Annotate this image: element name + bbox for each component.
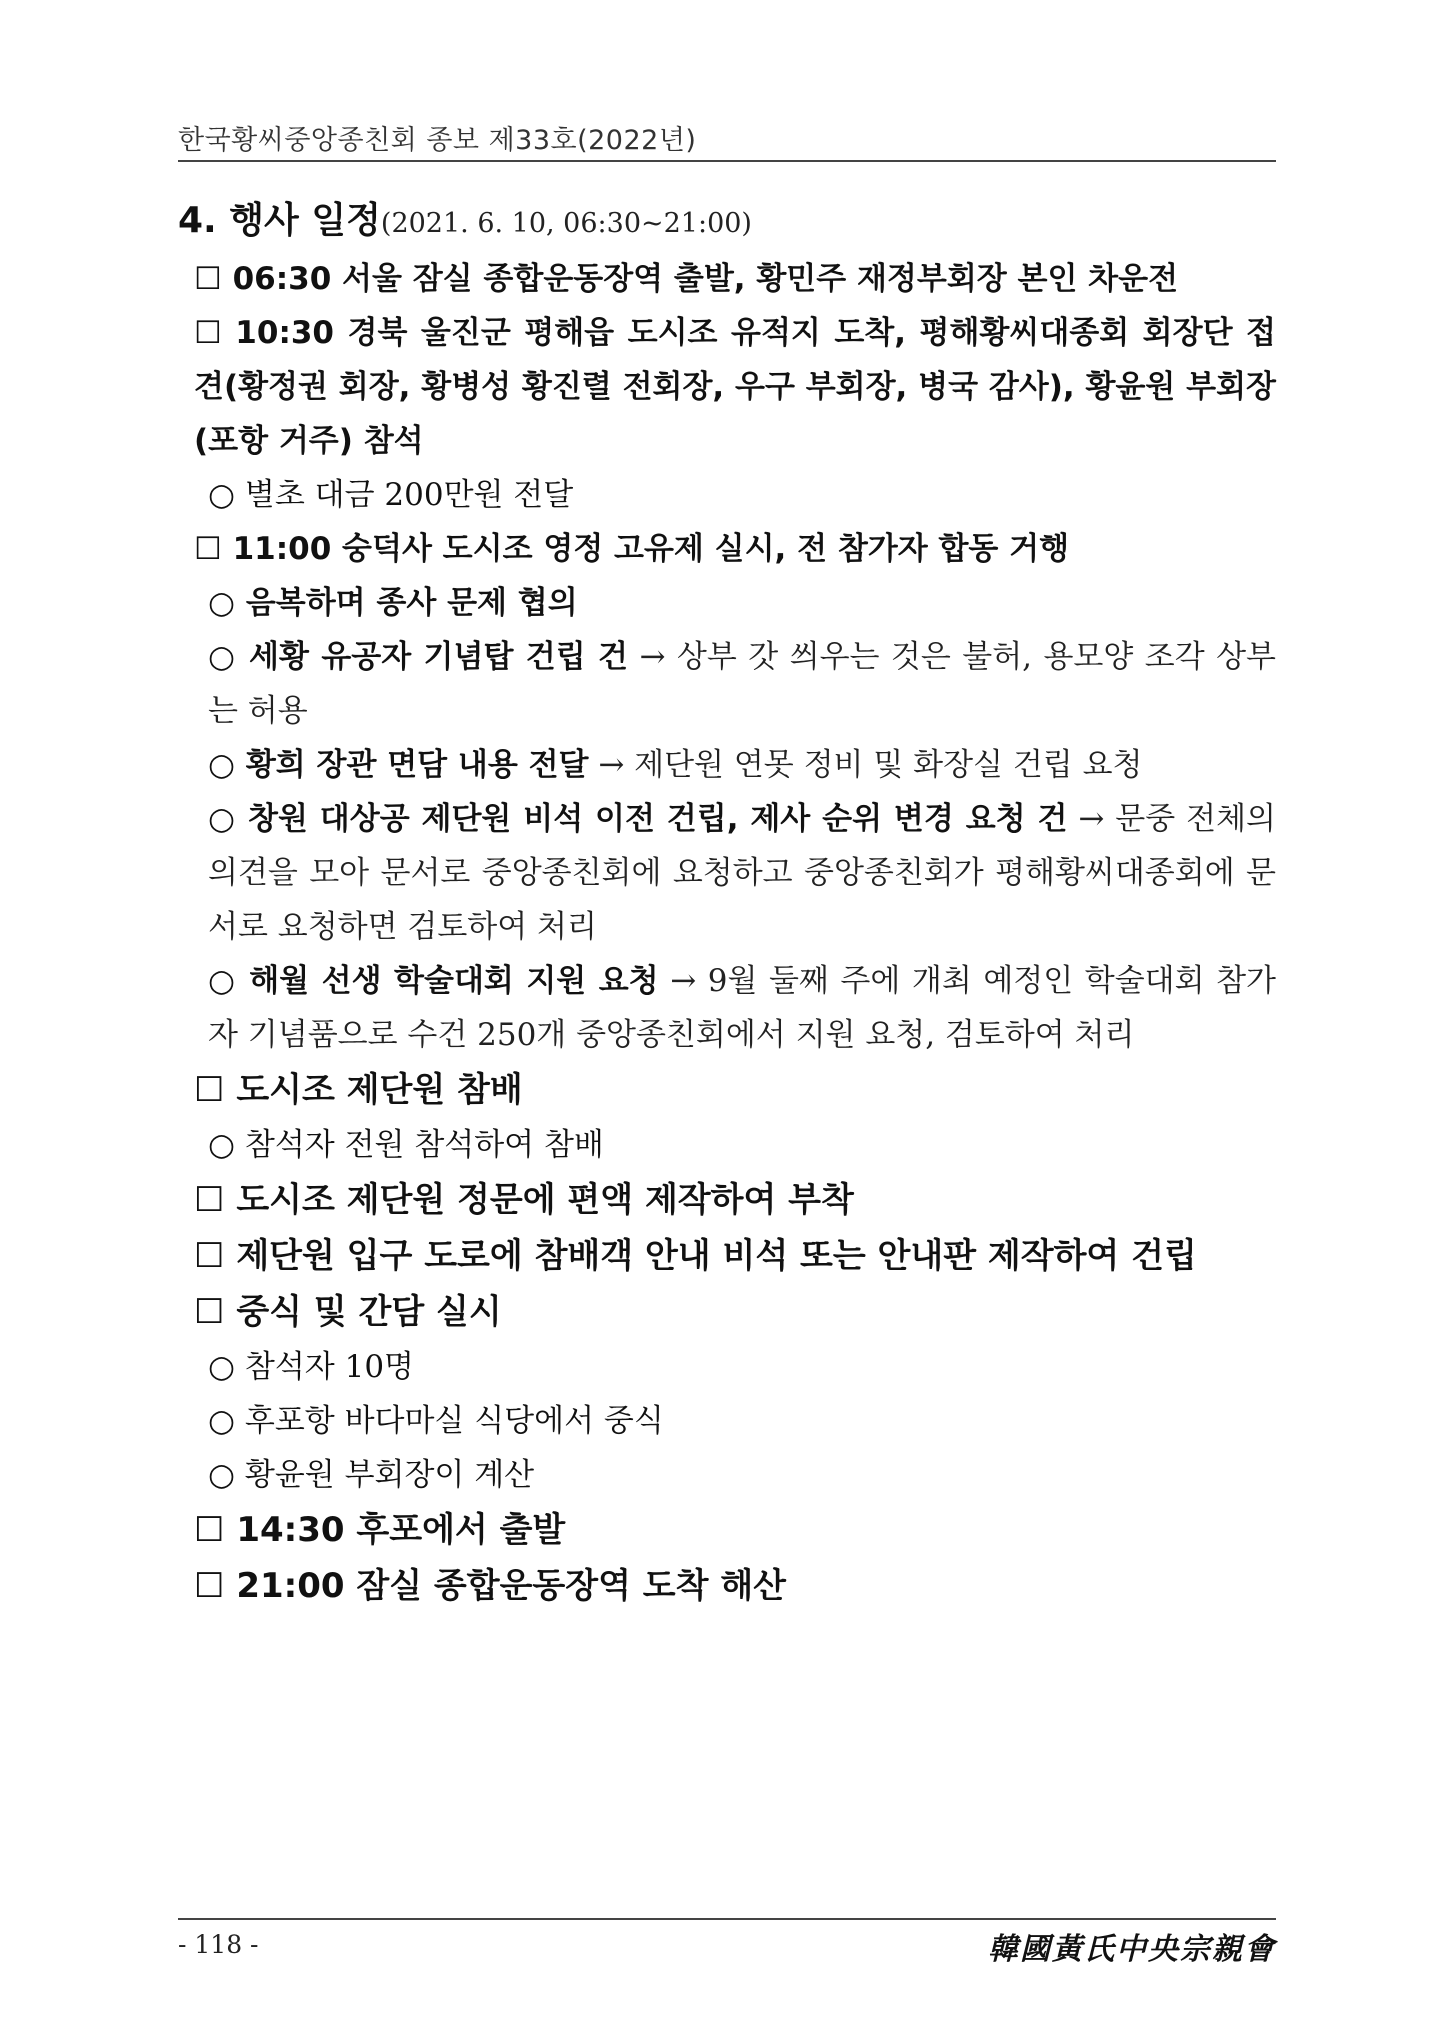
sub-item-discussion: ○ 음복하며 종사 문제 협의 [208,585,578,621]
schedule-item-1030: ☐ 10:30 경북 울진군 평해읍 도시조 유적지 도착, 평해황씨대종회 회장단 접견(황정권 회장, 황병성 황진렬 전회장, 우구 부회장, 병국 감사), 황윤원 부회장(포항 거주) 참석 [194,315,1276,459]
sub-item-changwon [178,792,1276,954]
schedule-item-1430: ☐ 14:30 후포에서 출발 [194,1510,566,1550]
schedule-item-worship: ☐ 도시조 제단원 참배 [194,1070,523,1110]
schedule-item-2100: ☐ 21:00 잠실 종합운동장역 도착 해산 [194,1566,787,1606]
schedule-item-lunch: ☐ 중식 및 간담 실시 [194,1292,502,1332]
organization-logo: 韓國黃氏中央宗親會 [988,1932,1276,1967]
sub-item-haewol [178,954,1276,1062]
sub-item-haewol-title: ○ 해월 선생 학술대회 지원 요청 [208,963,659,999]
document-body [178,190,1276,1614]
sub-item-minister-note: → 제단원 연못 정비 및 화장실 건립 요청 [588,747,1143,783]
schedule-item-plaque: ☐ 도시조 제단원 정문에 편액 제작하여 부착 [194,1180,854,1220]
sub-item-payment: ○ 별초 대금 200만원 전달 [208,477,574,513]
sub-item-restaurant: ○ 후포항 바다마실 식당에서 중식 [208,1403,664,1439]
schedule-item-0630: ☐ 06:30 서울 잠실 종합운동장역 출발, 황민주 재정부회장 본인 차운전 [194,261,1179,297]
sub-item-monument-title: ○ 세황 유공자 기념탑 건립 건 [208,639,629,675]
page-header [178,112,1276,162]
sub-item-changwon-title: ○ 창원 대상공 제단원 비석 이전 건립, 제사 순위 변경 요청 건 [208,801,1068,837]
sub-item-minister [178,738,1276,792]
section-title: 4. 행사 일정 [178,200,381,241]
sub-item-monument [178,630,1276,738]
sub-item-monument-note: → 상부 갓 씌우는 것은 불허, 용모양 조각 상부는 허용 [208,639,1276,729]
sub-item-attendees: ○ 참석자 10명 [208,1349,414,1385]
schedule-item-signboard: ☐ 제단원 입구 도로에 참배객 안내 비석 또는 안내판 제작하여 건립 [194,1236,1197,1276]
sub-item-changwon-note: → 문중 전체의 의견을 모아 문서로 중앙종친회에 요청하고 중앙종친회가 평해황씨대종회에 문서로 요청하면 검토하여 처리 [208,801,1276,945]
sub-item-payment-by: ○ 황윤원 부회장이 계산 [208,1457,535,1493]
header-title: 한국황씨중앙종친회 종보 제33호(2022년) [178,125,697,156]
sub-item-all-attend: ○ 참석자 전원 참석하여 참배 [208,1127,604,1163]
sub-item-minister-title: ○ 황희 장관 면담 내용 전달 [208,747,589,783]
page-number: - 118 - [178,1930,259,1959]
sub-item-haewol-note: → 9월 둘째 주에 개최 예정인 학술대회 참가자 기념품으로 수건 250개 중앙종친회에서 지원 요청, 검토하여 처리 [208,963,1276,1053]
schedule-item-1100: ☐ 11:00 숭덕사 도시조 영정 고유제 실시, 전 참가자 합동 거행 [194,531,1070,567]
section-heading [178,190,1276,252]
section-subtitle: (2021. 6. 10, 06:30~21:00) [380,208,752,239]
footer-rule [178,1918,1276,1920]
